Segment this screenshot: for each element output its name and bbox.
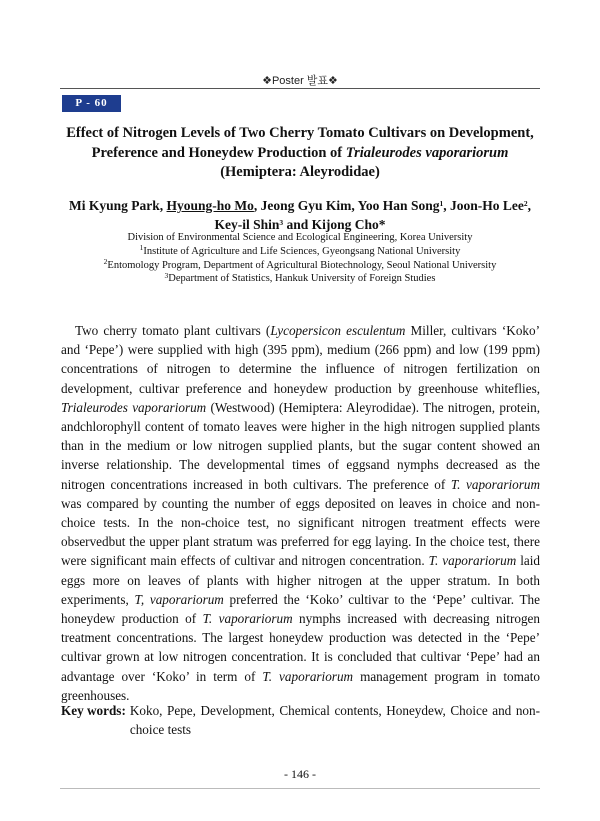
author-name: , Joon-Ho Lee <box>443 198 524 213</box>
abstract-text: preferred the ‘Koko’ cultivar to the ‘Pepe’ cultivar. The honeydew production of <box>61 591 541 627</box>
title-line-1: Effect of Nitrogen Levels of Two Cherry Tomato Cultivars on Development, <box>66 125 534 141</box>
abstract-species-name: T. vaporariorum <box>450 476 541 492</box>
author-list <box>60 196 540 234</box>
title-line-2 <box>60 144 540 164</box>
affiliation-list <box>60 231 540 286</box>
affiliation-line <box>60 245 540 259</box>
abstract-text: laid eggs more on leaves of plants with higher nitrogen at the upper stratum. In both experiments, <box>61 553 540 607</box>
footer-divider <box>60 788 540 789</box>
keywords-label: Key words <box>61 703 122 718</box>
abstract-text: Miller, cultivars ‘Koko’ and ‘Pepe’) were supplied with high (395 ppm), medium (266 ppm) and low (199 ppm) concentrations of nitrogen to determine the influence of nitrogen fertilization on development, cultivar preference and honeydew production by greenhouse whiteflies, <box>61 323 540 396</box>
affiliation-line <box>60 272 540 286</box>
presenting-author-name: Hyoung-ho Mo <box>166 198 254 213</box>
keywords-text: Koko, Pepe, Development, Chemical contents, Honeydew, Choice and non-choice tests <box>129 703 540 738</box>
affiliation-text: Department of Statistics, Hankuk University of Foreign Studies <box>168 273 436 285</box>
title-line-2-text: Preference and Honeydew Production of <box>91 144 346 161</box>
author-line-1 <box>60 196 540 215</box>
author-separator: , <box>527 198 531 213</box>
affiliation-text: Division of Environmental Science and Ecological Engineering, Korea University <box>127 232 473 243</box>
affiliation-text: Entomology Program, Department of Agricultural Biotechnology, Seoul National University <box>107 259 497 271</box>
author-name: Key-il Shin <box>214 217 280 232</box>
paper-title <box>60 124 540 183</box>
author-name: and Kijong Cho* <box>283 217 386 232</box>
header-divider <box>60 88 540 89</box>
abstract-species-name: T. vaporariorum <box>262 668 354 684</box>
abstract-text: nymphs increased with decreasing nitrogen treatment concentrations. The largest honeydew production was detected in the ‘Pepe’ cultivar grown at low nitrogen concentration. It is concluded that cultivar ‘Pepe’ had an advantage over ‘Koko’ in term of <box>61 611 541 684</box>
affiliation-line <box>60 231 540 245</box>
affiliation-text: Institute of Agriculture and Life Sciences, Gyeongsang National University <box>143 245 461 257</box>
affiliation-marker: 3 <box>164 270 169 280</box>
author-affiliation-marker: 2 <box>523 199 528 209</box>
affiliation-line <box>60 256 540 273</box>
abstract-species-name: T. vaporariorum <box>428 553 517 569</box>
section-header: ❖Poster 발표❖ <box>262 75 338 87</box>
page-number: - 146 - <box>284 767 316 781</box>
abstract-species-name: T, vaporariorum <box>134 591 224 607</box>
abstract-species-name: Trialeurodes vaporariorum <box>61 399 207 415</box>
keywords-block <box>61 701 540 739</box>
author-affiliation-marker: 3 <box>279 218 284 228</box>
poster-number-badge: P - 60 <box>62 95 121 112</box>
abstract-text: (Westwood) (Hemiptera: Aleyrodidae). The nitrogen, protein, andchlorophyll content of tomato leaves were higher in the high nitrogen supplied plants than in the medium or low nitrogen supplied plants, but the sugar content showed an inverse relationship. The developmental times of eggsand nymphs decreased as the nitrogen concentrations increased in both cultivars. The preference of <box>61 399 540 492</box>
author-name: Mi Kyung Park, <box>69 198 167 213</box>
abstract-species-name: T. vaporariorum <box>202 611 293 627</box>
keywords-label-group <box>61 701 126 739</box>
abstract-text: Two cherry tomato plant cultivars ( <box>75 323 271 338</box>
author-affiliation-marker: 1 <box>439 199 444 209</box>
keywords-separator: : <box>121 703 126 718</box>
title-line-3: (Hemiptera: Aleyrodidae) <box>220 164 380 180</box>
author-name: , Jeong Gyu Kim, Yoo Han Song <box>253 198 440 213</box>
abstract-text: was compared by counting the number of eggs deposited on leaves in choice and non-choice tests. In the non-choice test, no significant nitrogen treatment effects were observedbut the upper plant stratum was preferred for egg laying. In the choice test, there were significant main effects of cultivar and nitrogen concentration. <box>61 495 540 569</box>
abstract-paragraph <box>61 321 540 705</box>
abstract-species-name: Lycopersicon esculentum <box>270 323 406 338</box>
affiliation-marker: 1 <box>139 243 144 253</box>
abstract-text: management program in tomato greenhouses. <box>61 668 540 703</box>
title-species-name: Trialeurodes vaporariorum <box>345 144 509 161</box>
affiliation-marker: 2 <box>103 256 108 266</box>
